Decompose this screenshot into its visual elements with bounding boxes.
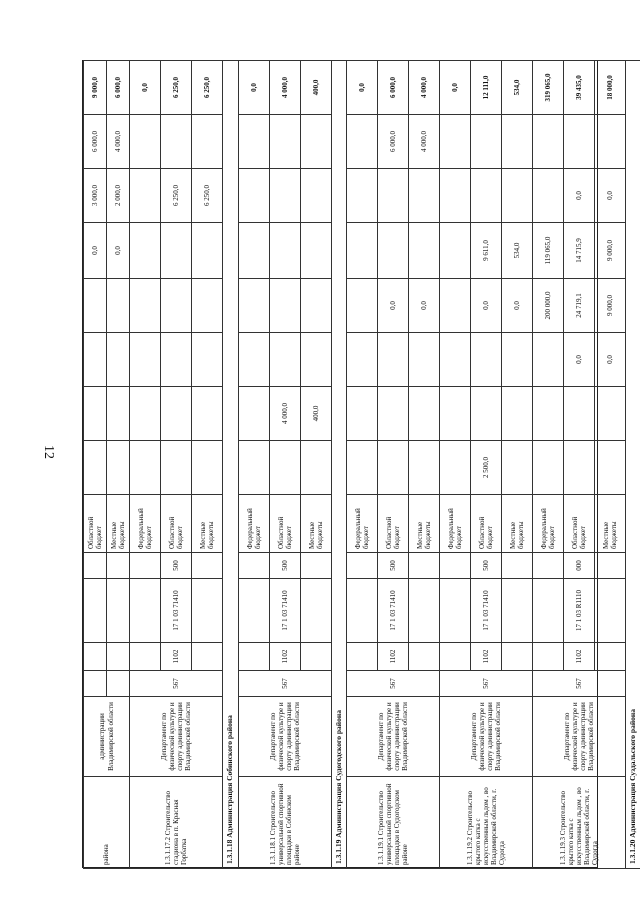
value-cell: 400,0 [300,61,331,115]
value-cell [192,115,223,169]
fund-source-cell: Федеральный бюджет [440,495,471,553]
value-cell: 6 250,0 [161,61,192,115]
empty-cell [192,643,223,671]
value-cell [130,387,161,441]
value-cell [502,333,533,387]
value-cell [269,169,300,223]
value-cell [192,333,223,387]
vr-cell: 500 [471,553,502,579]
value-cell [300,333,331,387]
fund-source-cell: Местные бюджеты [502,495,533,553]
section-title: 1.3.1.18 Администрация Собинского района [223,61,239,869]
empty-cell [595,553,626,579]
value-cell: 4 000,0 [269,387,300,441]
value-cell [595,387,626,441]
empty-cell [409,553,440,579]
fund-source-cell: Местные бюджеты [409,495,440,553]
value-cell [440,223,471,279]
grbs-cell: 567 [130,671,223,697]
empty-cell [130,553,161,579]
value-cell [378,223,409,279]
vr-cell: 000 [564,553,595,579]
empty-cell [533,553,564,579]
value-cell [347,279,378,333]
value-cell: 6 250,0 [192,169,223,223]
value-cell [533,169,564,223]
value-cell [502,169,533,223]
rz-cell: 1102 [471,643,502,671]
value-cell: 0,0 [564,333,595,387]
csr-cell: 17 1 03 71410 [378,579,409,643]
value-cell [130,223,161,279]
table-row [130,61,161,869]
value-cell [161,441,192,495]
vr-cell: 500 [269,553,300,579]
value-cell [238,333,269,387]
value-cell: 6 250,0 [192,61,223,115]
value-cell: 4 000,0 [409,115,440,169]
fund-source-cell: Местные бюджеты [107,495,130,553]
empty-cell [238,643,269,671]
value-cell: 0,0 [471,279,502,333]
fund-source-cell: Федеральный бюджет [238,495,269,553]
value-cell [409,223,440,279]
empty-cell [595,643,626,671]
section-header-row [626,61,640,869]
value-cell [192,441,223,495]
csr-cell: 17 1 03 R1110 [564,579,595,643]
value-cell: 12 111,0 [471,61,502,115]
csr-cell: 17 1 03 71410 [161,579,192,643]
fund-source-cell: Областной бюджет [378,495,409,553]
value-cell: 534,0 [502,223,533,279]
grbs-cell: 567 [440,671,533,697]
value-cell [269,441,300,495]
fund-source-cell: Местные бюджеты [300,495,331,553]
empty-cell [347,643,378,671]
value-cell: 0,0 [378,279,409,333]
value-cell [533,115,564,169]
value-cell [502,441,533,495]
value-cell [595,115,626,169]
value-cell: 14 715,9 [564,223,595,279]
empty-cell [347,579,378,643]
value-cell [595,441,626,495]
measure-name-cell: 1.3.1.19.1 Строительство универсальной спортивной площадки в Судогодском районе [347,777,440,869]
empty-cell [533,579,564,643]
fund-source-cell: Областной бюджет [161,495,192,553]
rotated-table-wrap [83,61,638,869]
value-cell [533,441,564,495]
value-cell: 39 435,0 [564,61,595,115]
value-cell [471,115,502,169]
fund-source-cell: Федеральный бюджет [347,495,378,553]
empty-cell [238,579,269,643]
value-cell: 0,0 [238,61,269,115]
grbs-cell: 567 [347,671,440,697]
budget-table [83,60,640,869]
value-cell [238,441,269,495]
value-cell [130,279,161,333]
value-cell [564,441,595,495]
value-cell [471,169,502,223]
csr-cell: 17 1 03 71410 [471,579,502,643]
value-cell [269,333,300,387]
empty-cell [238,553,269,579]
value-cell: 0,0 [130,61,161,115]
table-row: Местные бюджеты 0,0 2 000,0 4 000,0 6 000,0 [107,61,130,869]
empty-cell [130,643,161,671]
executor-cell: Департамент по физической культуре и спорту администрации Владимирской области [130,697,223,777]
empty-cell [192,579,223,643]
value-cell: 0,0 [502,279,533,333]
empty-cell [502,579,533,643]
fund-source-cell: Областной бюджет [564,495,595,553]
value-cell [269,115,300,169]
value-cell [378,169,409,223]
empty-cell [300,579,331,643]
value-cell [378,387,409,441]
table-row [347,61,378,869]
value-cell [238,223,269,279]
value-cell [502,115,533,169]
csr-cell: 17 1 03 71410 [269,579,300,643]
value-cell [300,115,331,169]
empty-cell [192,553,223,579]
value-cell [564,115,595,169]
empty-cell [300,553,331,579]
value-cell [269,223,300,279]
value-cell: 0,0 [595,333,626,387]
fund-source-cell: Федеральный бюджет [533,495,564,553]
value-cell [409,441,440,495]
value-cell: 200 000,0 [533,279,564,333]
table-row [440,61,471,869]
value-cell [238,115,269,169]
empty-cell [130,579,161,643]
value-cell: 9 000,0 [595,279,626,333]
value-cell [161,387,192,441]
value-cell [471,333,502,387]
executor-cell: Департамент по физической культуре и спорту администрации Владимирской области [238,697,331,777]
section-header-row [223,61,239,869]
value-cell [347,115,378,169]
fund-source-cell: Областной бюджет [269,495,300,553]
empty-cell [347,553,378,579]
value-cell [440,279,471,333]
value-cell [269,279,300,333]
value-cell [161,223,192,279]
value-cell: 18 000,0 [595,61,626,115]
value-cell [161,333,192,387]
value-cell [300,169,331,223]
value-cell [440,441,471,495]
table-row: района администрации Владимирской области Областной бюджет 0,0 3 000,0 6 000,0 9 000,0 [84,61,107,869]
value-cell [238,387,269,441]
empty-cell [440,643,471,671]
value-cell: 24 719,1 [564,279,595,333]
value-cell: 4 000,0 [409,61,440,115]
value-cell [347,333,378,387]
value-cell [502,387,533,441]
rz-cell: 1102 [161,643,192,671]
fund-source-cell: Областной бюджет [471,495,502,553]
value-cell [533,387,564,441]
value-cell: 534,0 [502,61,533,115]
fund-source-cell: Федеральный бюджет [130,495,161,553]
value-cell [409,387,440,441]
rz-cell: 1102 [378,643,409,671]
value-cell: 400,0 [300,387,331,441]
value-cell [471,387,502,441]
section-title: 1.3.1.20 Администрация Суздальского района [626,61,640,869]
fund-source-cell: Местные бюджеты [192,495,223,553]
empty-cell [502,643,533,671]
vr-cell: 500 [378,553,409,579]
value-cell: 4 000,0 [269,61,300,115]
value-cell [347,223,378,279]
empty-cell [300,643,331,671]
value-cell [378,333,409,387]
program-cell: района [84,777,130,869]
executor-cell: администрации Владимирской области [84,697,130,777]
value-cell [192,279,223,333]
executor-cell: Департамент по физической культуре и спорту администрации Владимирской области [440,697,533,777]
value-cell: 319 065,0 [533,61,564,115]
empty-cell [440,579,471,643]
value-cell [238,279,269,333]
rz-cell: 1102 [564,643,595,671]
value-cell: 6 250,0 [161,169,192,223]
value-cell: 0,0 [440,61,471,115]
value-cell: 0,0 [564,169,595,223]
empty-cell [533,643,564,671]
value-cell [440,115,471,169]
value-cell [300,223,331,279]
value-cell [130,115,161,169]
value-cell [300,441,331,495]
value-cell [130,441,161,495]
value-cell [440,333,471,387]
value-cell [347,441,378,495]
value-cell [347,169,378,223]
value-cell [564,387,595,441]
value-cell: 9 611,0 [471,223,502,279]
section-title: 1.3.1.19 Администрация Судогодского района [331,61,347,869]
value-cell [440,387,471,441]
section-header-row [331,61,347,869]
empty-cell [502,553,533,579]
value-cell: 0,0 [347,61,378,115]
empty-cell [440,553,471,579]
rz-cell: 1102 [269,643,300,671]
empty-cell [595,579,626,643]
executor-cell: Департамент по физической культуре и спорту администрации Владимирской области [533,697,626,777]
value-cell: 6 000,0 [378,61,409,115]
value-cell [300,279,331,333]
executor-cell: Департамент по физической культуре и спорту администрации Владимирской области [347,697,440,777]
measure-name-cell: 1.3.1.19.3 Строительство крытого катка с искусственным льдом , во Владимирской области, г. Судогда [533,777,626,869]
value-cell [533,333,564,387]
value-cell [130,169,161,223]
budget-table-sheet [82,60,638,868]
value-cell [192,387,223,441]
value-cell: 119 065,0 [533,223,564,279]
value-cell [238,169,269,223]
empty-cell [409,579,440,643]
table-row [533,61,564,869]
budget-table-body [84,61,640,869]
table-row [238,61,269,869]
measure-name-cell: 1.3.1.18.1 Строительство универсальной спортивной площадки в Собинском районе [238,777,331,869]
measure-name-cell: 1.3.1.17.2 Строительство стадиона в п. Красная Горбатка [130,777,223,869]
value-cell [347,387,378,441]
value-cell [409,169,440,223]
value-cell [440,169,471,223]
measure-name-cell: 1.3.1.19.2 Строительство крытого катка с искусственным льдом , во Владимирской области, г. Судогда [440,777,533,869]
fund-source-cell: Областной бюджет [84,495,107,553]
value-cell [161,279,192,333]
value-cell: 9 000,0 [595,223,626,279]
value-cell [409,333,440,387]
vr-cell: 500 [161,553,192,579]
value-cell: 0,0 [595,169,626,223]
value-cell [161,115,192,169]
grbs-cell: 567 [533,671,626,697]
value-cell: 0,0 [409,279,440,333]
empty-cell [409,643,440,671]
value-cell: 6 000,0 [378,115,409,169]
page-number: 12 [41,445,56,459]
value-cell [192,223,223,279]
fund-source-cell: Местные бюджеты [595,495,626,553]
value-cell [130,333,161,387]
grbs-cell: 567 [238,671,331,697]
value-cell [378,441,409,495]
value-cell: 2 500,0 [471,441,502,495]
